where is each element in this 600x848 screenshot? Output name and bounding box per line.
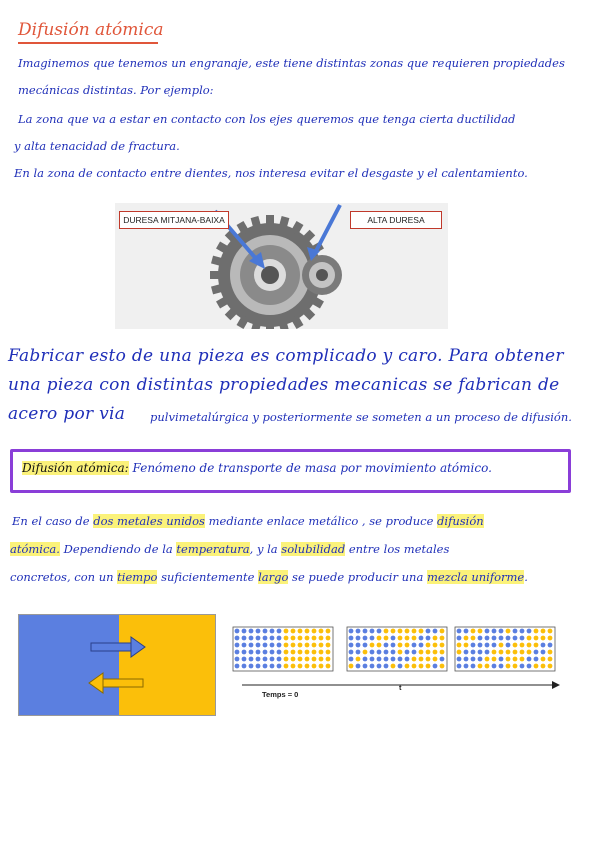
atom-b [506,664,511,669]
atom-a [270,643,275,648]
atom-grid-frame [233,627,333,671]
atom-a [412,650,417,655]
atom-a [277,657,282,662]
atom-a [263,629,268,634]
atom-b [326,657,331,662]
atom-a [471,664,476,669]
atom-a [377,664,382,669]
atom-b [440,636,445,641]
atom-b [312,629,317,634]
atom-a [506,636,511,641]
atom-b [284,657,289,662]
definition [22,461,492,475]
atom-b [305,650,310,655]
atom-a [377,629,382,634]
hardness-label-medium-low: DURESA MITJANA-BAIXA [119,211,229,229]
atom-a [471,650,476,655]
atom-a [457,657,462,662]
atom-a [384,650,389,655]
atom-b [520,657,525,662]
atom-b [534,636,539,641]
atom-b [405,664,410,669]
atom-b [412,636,417,641]
para2-line-3-start: acero por via [8,404,126,424]
atom-b [485,664,490,669]
atom-a [270,664,275,669]
para2-line-1: Fabricar esto de una pieza es complicado y caro. Para obtener [8,346,564,366]
atom-a [370,657,375,662]
atom-b [426,643,431,648]
para3-highlight: difusión [437,514,484,528]
atom-b [440,664,445,669]
atom-a [398,664,403,669]
atom-b [319,650,324,655]
intro-line-2: mecánicas distintas. Por ejemplo: [18,83,214,97]
atom-a [242,664,247,669]
para3-highlight: mezcla uniforme [426,570,525,584]
atom-b [319,664,324,669]
atom-b [471,636,476,641]
atom-b [426,650,431,655]
para3-text: , y la [249,542,282,556]
atom-a [363,629,368,634]
atom-b [457,643,462,648]
atom-a [457,629,462,634]
para3-text: Dependiendo de la [59,542,177,556]
atom-b [548,636,553,641]
atom-a [391,657,396,662]
atom-a [235,657,240,662]
para2-line-3-end: pulvimetalúrgica y posteriormente se someten a un proceso de difusión. [150,410,572,424]
atom-a [270,636,275,641]
atom-b [405,643,410,648]
atom-a [527,657,532,662]
atom-a [457,636,462,641]
atom-a [433,664,438,669]
atom-a [384,643,389,648]
atom-a [277,636,282,641]
atom-a [277,629,282,634]
atom-a [356,629,361,634]
atom-a [356,636,361,641]
atom-b [506,657,511,662]
atom-b [298,657,303,662]
atom-b [513,664,518,669]
atom-b [377,636,382,641]
atom-b [291,650,296,655]
atom-a [277,643,282,648]
atom-a [499,629,504,634]
atom-a [534,657,539,662]
atom-b [534,664,539,669]
definition-text: Fenómeno de transporte de masa por movimiento atómico. [128,461,492,475]
atom-b [426,664,431,669]
atom-b [391,629,396,634]
atom-b [471,629,476,634]
atom-a [249,650,254,655]
atom-b [548,629,553,634]
atom-b [370,643,375,648]
arrow-right-icon [91,637,145,657]
para3-text: . [524,570,528,584]
atom-a [370,664,375,669]
atom-a [356,650,361,655]
atom-a [263,650,268,655]
diffusion-arrows [19,615,215,715]
atom-b [541,657,546,662]
atom-a [270,629,275,634]
atom-b [492,657,497,662]
atom-b [305,636,310,641]
atom-b [291,664,296,669]
atom-b [513,650,518,655]
para3-text: suficientemente [157,570,259,584]
atom-a [363,657,368,662]
atom-a [478,657,483,662]
atom-a [242,636,247,641]
atom-a [506,643,511,648]
atom-b [298,643,303,648]
atom-a [513,636,518,641]
time-zero-label: Temps = 0 [262,690,299,699]
atom-b [291,629,296,634]
atom-a [478,643,483,648]
para3-highlight: tiempo [117,570,158,584]
atom-a [242,650,247,655]
atom-b [464,643,469,648]
atom-a [384,664,389,669]
atom-b [391,664,396,669]
atom-b [433,636,438,641]
arrow-left-icon [89,673,143,693]
atom-a [370,629,375,634]
atom-b [326,636,331,641]
atom-a [499,664,504,669]
atom-b [398,650,403,655]
hardness-label-high: ALTA DURESA [350,211,442,229]
atom-b [541,636,546,641]
intro-line-4: y alta tenacidad de fractura. [14,139,180,153]
atom-b [291,636,296,641]
atom-a [478,650,483,655]
atom-a [235,650,240,655]
atom-a [256,650,261,655]
atom-b [284,629,289,634]
atom-a [235,636,240,641]
atom-a [485,629,490,634]
atom-b [312,664,317,669]
atom-a [377,657,382,662]
atom-b [506,650,511,655]
para3-line-2 [10,542,449,556]
page-title: Difusión atómica [18,20,164,40]
para3-line-1 [12,514,484,528]
intro-line-3: La zona que va a estar en contacto con los ejes queremos que tenga cierta ductilidad [18,112,516,126]
atom-a [235,629,240,634]
atom-b [305,657,310,662]
atom-a [242,657,247,662]
atom-b [291,657,296,662]
atom-b [298,629,303,634]
atom-a [349,650,354,655]
atom-b [534,629,539,634]
atom-a [256,643,261,648]
para3-text: mediante enlace metálico , se produce [204,514,438,528]
atom-b [527,636,532,641]
atom-a [405,650,410,655]
atom-a [256,664,261,669]
atom-a [256,629,261,634]
atom-a [548,643,553,648]
atom-b [319,657,324,662]
atom-a [363,664,368,669]
para3-highlight: temperatura [176,542,250,556]
atom-a [433,629,438,634]
atom-b [312,643,317,648]
atom-a [426,636,431,641]
atom-b [478,664,483,669]
atom-a [499,636,504,641]
atom-b [419,629,424,634]
atom-b [319,636,324,641]
atom-b [485,657,490,662]
atom-b [527,643,532,648]
atom-b [520,650,525,655]
atom-a [440,657,445,662]
atom-a [471,657,476,662]
atom-b [298,664,303,669]
atom-a [478,636,483,641]
atom-a [249,636,254,641]
atom-a [263,636,268,641]
atom-a [391,643,396,648]
atom-a [464,657,469,662]
atom-a [464,629,469,634]
atom-a [242,629,247,634]
atom-b [298,650,303,655]
intro-line-5: En la zona de contacto entre dientes, nos interesa evitar el desgaste y el calentamiento. [14,166,528,180]
atom-b [433,657,438,662]
atom-a [520,664,525,669]
atom-b [426,657,431,662]
atom-b [499,650,504,655]
atom-a [363,643,368,648]
atom-b [412,629,417,634]
para3-highlight: solubilidad [281,542,346,556]
atom-b [419,657,424,662]
atom-a [464,650,469,655]
title-underline [18,42,158,44]
atom-a [419,636,424,641]
atom-b [534,643,539,648]
atom-b [312,636,317,641]
atom-a [398,657,403,662]
atom-a [263,664,268,669]
atom-a [391,636,396,641]
atom-a [384,657,389,662]
atom-a [349,657,354,662]
atom-b [312,650,317,655]
atom-a [457,664,462,669]
atom-a [499,657,504,662]
atom-b [398,643,403,648]
atom-b [398,636,403,641]
para3-highlight: atómica. [10,542,60,556]
atom-a [370,650,375,655]
atom-a [235,643,240,648]
atom-a [534,650,539,655]
atom-a [349,636,354,641]
para2-line-2: una pieza con distintas propiedades mecanicas se fabrican de [8,375,560,395]
atom-b [305,643,310,648]
atom-b [377,643,382,648]
atom-b [513,657,518,662]
atom-a [356,664,361,669]
atom-a [249,629,254,634]
atom-a [485,650,490,655]
atom-b [513,643,518,648]
atom-b [548,664,553,669]
atom-grid-frame [455,627,555,671]
atom-a [270,657,275,662]
atom-a [513,629,518,634]
atom-a [492,664,497,669]
atom-b [419,650,424,655]
atom-b [492,650,497,655]
atom-b [363,650,368,655]
atom-b [305,629,310,634]
atom-a [263,643,268,648]
atom-b [433,643,438,648]
atom-a [485,643,490,648]
atom-a [412,643,417,648]
atom-b [312,657,317,662]
atom-b [457,650,462,655]
para3-highlight: largo [258,570,289,584]
atom-a [256,657,261,662]
para3-line-3 [10,570,528,584]
atom-b [548,657,553,662]
atom-b [440,650,445,655]
atom-a [492,643,497,648]
atom-b [506,629,511,634]
atom-b [440,643,445,648]
atom-a [235,664,240,669]
atom-a [249,664,254,669]
atom-b [440,629,445,634]
atom-a [256,636,261,641]
atom-a [492,636,497,641]
atom-b [384,629,389,634]
definition-term: Difusión atómica: [22,461,129,475]
atom-b [419,664,424,669]
atom-b [349,664,354,669]
atom-b [541,629,546,634]
atom-b [319,629,324,634]
atom-a [520,636,525,641]
atom-a [391,650,396,655]
atom-a [349,643,354,648]
atom-b [548,650,553,655]
atom-b [326,664,331,669]
atom-b [384,636,389,641]
intro-line-1: Imaginemos que tenemos un engranaje, este tiene distintas zonas que requieren propiedades [18,56,565,70]
para3-highlight: dos metales unidos [93,514,205,528]
atom-a [426,629,431,634]
atom-b [326,650,331,655]
atom-b [326,629,331,634]
time-label: t [399,683,402,692]
atom-a [527,629,532,634]
atom-b [405,636,410,641]
atom-a [419,643,424,648]
atom-a [471,643,476,648]
para3-text: entre los metales [345,542,450,556]
atom-b [326,643,331,648]
atom-b [520,643,525,648]
two-metals-figure [18,614,216,716]
atom-a [485,636,490,641]
atom-a [520,629,525,634]
para3-text: En el caso de [12,514,94,528]
atom-b [412,657,417,662]
atom-a [242,643,247,648]
atom-a [492,629,497,634]
atom-a [464,664,469,669]
atom-b [291,643,296,648]
atom-a [263,657,268,662]
atom-a [249,657,254,662]
atom-a [349,629,354,634]
atom-b [305,664,310,669]
atom-b [356,657,361,662]
atom-b [284,664,289,669]
atom-a [277,650,282,655]
atom-a [363,636,368,641]
atom-a [405,657,410,662]
atom-b [527,650,532,655]
atom-a [277,664,282,669]
atom-b [464,636,469,641]
atom-a [527,664,532,669]
atom-b [319,643,324,648]
atom-grid-frame [347,627,447,671]
atom-b [398,629,403,634]
atom-a [356,643,361,648]
atom-a [541,650,546,655]
atom-b [284,636,289,641]
atom-b [499,643,504,648]
para3-text: se puede producir una [288,570,427,584]
atom-a [541,643,546,648]
atom-b [541,664,546,669]
atom-b [405,629,410,634]
atom-b [433,650,438,655]
para3-text: concretos, con un [10,570,118,584]
atom-a [249,643,254,648]
atom-b [284,650,289,655]
atom-a [370,636,375,641]
atom-b [478,629,483,634]
atom-b [284,643,289,648]
atom-b [412,664,417,669]
atom-a [270,650,275,655]
atom-b [298,636,303,641]
atom-a [377,650,382,655]
